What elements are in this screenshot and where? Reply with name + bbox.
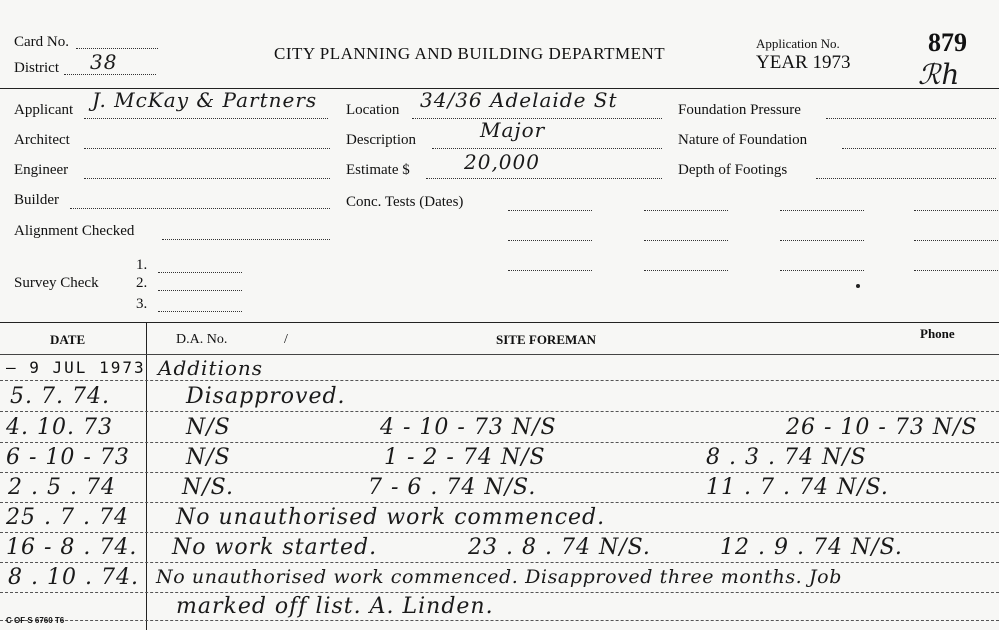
row-date: 25 . 7 . 74: [6, 505, 129, 530]
row-entry: No unauthorised work commenced.: [176, 505, 606, 530]
nature-foundation-line: [842, 148, 996, 149]
survey-check-label: Survey Check: [14, 275, 99, 291]
foreman-header: SITE FOREMAN: [496, 332, 597, 347]
row-divider: [0, 502, 999, 503]
row-date: 2 . 5 . 74: [8, 475, 116, 500]
row-entry: marked off list. A. Linden.: [176, 594, 494, 619]
architect-line: [84, 148, 330, 149]
foundation-pressure-label: Foundation Pressure: [678, 102, 801, 118]
conc-test-line: [914, 210, 998, 211]
architect-label: Architect: [14, 132, 70, 148]
application-no-label: Application No.: [756, 36, 840, 51]
conc-test-line: [508, 210, 592, 211]
row-divider: [0, 380, 999, 381]
builder-line: [70, 208, 330, 209]
engineer-line: [84, 178, 330, 179]
row-entry-2: 23 . 8 . 74 N/S.: [468, 535, 651, 560]
da-slash: /: [284, 332, 288, 347]
table-header-border: [0, 354, 999, 355]
conc-test-line: [780, 240, 864, 241]
alignment-label: Alignment Checked: [14, 223, 135, 239]
district-value: 38: [90, 50, 118, 74]
engineer-label: Engineer: [14, 162, 69, 178]
row-date: 16 - 8 . 74.: [6, 535, 138, 560]
survey-1-label: 1.: [136, 257, 148, 273]
survey-2-line: [158, 290, 242, 291]
row-date: 6 - 10 - 73: [6, 445, 130, 470]
conc-test-line: [508, 240, 592, 241]
row-entry: Disapproved.: [186, 384, 346, 409]
ink-dot: [856, 284, 860, 288]
row-date-stamp: – 9 JUL 1973: [6, 358, 146, 377]
survey-1-line: [158, 272, 242, 273]
conc-test-line: [508, 270, 592, 271]
nature-foundation-label: Nature of Foundation: [678, 132, 808, 148]
application-number: 879: [928, 28, 967, 57]
depth-footings-line: [816, 178, 996, 179]
row-entry-3: 26 - 10 - 73 N/S: [786, 415, 978, 440]
builder-label: Builder: [14, 192, 59, 208]
survey-3-label: 3.: [136, 296, 148, 312]
location-value: 34/36 Adelaide St: [420, 88, 618, 112]
row-divider: [0, 592, 999, 593]
conc-test-line: [914, 270, 998, 271]
date-header: DATE: [50, 332, 86, 347]
conc-test-line: [644, 210, 728, 211]
row-entry: N/S.: [182, 475, 234, 500]
row-divider: [0, 620, 999, 621]
depth-footings-label: Depth of Footings: [678, 162, 788, 178]
applicant-label: Applicant: [14, 102, 74, 118]
conc-test-line: [644, 240, 728, 241]
row-date: 8 . 10 . 74.: [8, 565, 139, 590]
applicant-line: [84, 118, 328, 119]
date-column-divider: [146, 322, 147, 630]
survey-2-label: 2.: [136, 275, 148, 291]
row-date: 5. 7. 74.: [10, 384, 110, 409]
row-divider: [0, 562, 999, 563]
table-top-border: [0, 322, 999, 323]
row-entry: No unauthorised work commenced. Disapproved three months. Job: [156, 566, 842, 588]
department-title: CITY PLANNING AND BUILDING DEPARTMENT: [274, 44, 666, 63]
estimate-value: 20,000: [464, 150, 540, 174]
conc-test-line: [780, 270, 864, 271]
card-no-line: [76, 48, 158, 49]
year-label: YEAR 1973: [756, 52, 851, 73]
conc-test-line: [914, 240, 998, 241]
row-entry: N/S: [186, 445, 231, 470]
estimate-label: Estimate $: [346, 162, 410, 178]
survey-3-line: [158, 311, 242, 312]
row-entry-2: 1 - 2 - 74 N/S: [384, 445, 546, 470]
form-code: C OF S 6760 T6: [6, 616, 65, 625]
district-line: [64, 74, 156, 75]
description-value: Major: [480, 118, 546, 142]
alignment-line: [162, 239, 330, 240]
initials: ℛh: [918, 58, 961, 91]
da-header: D.A. No.: [176, 332, 228, 347]
row-entry-3: 8 . 3 . 74 N/S: [706, 445, 867, 470]
row-entry-2: 7 - 6 . 74 N/S.: [368, 475, 537, 500]
foundation-pressure-line: [826, 118, 996, 119]
row-date: 4. 10. 73: [6, 415, 113, 440]
row-entry-3: 12 . 9 . 74 N/S.: [720, 535, 903, 560]
applicant-value: J. McKay & Partners: [92, 88, 318, 112]
row-divider: [0, 442, 999, 443]
conc-test-line: [644, 270, 728, 271]
row-entry-2: 4 - 10 - 73 N/S: [380, 415, 557, 440]
phone-header: Phone: [920, 326, 955, 341]
row-entry: No work started.: [172, 535, 378, 560]
description-label: Description: [346, 132, 416, 148]
estimate-line: [426, 178, 662, 179]
row-divider: [0, 411, 999, 412]
row-divider: [0, 472, 999, 473]
conc-test-line: [780, 210, 864, 211]
row-divider: [0, 532, 999, 533]
row-entry: Additions: [158, 356, 264, 380]
card-no-label: Card No.: [14, 34, 69, 50]
row-entry: N/S: [186, 415, 231, 440]
row-entry-3: 11 . 7 . 74 N/S.: [706, 475, 889, 500]
location-label: Location: [346, 102, 400, 118]
conc-tests-label: Conc. Tests (Dates): [346, 194, 464, 210]
district-label: District: [14, 60, 59, 76]
description-line: [432, 148, 662, 149]
